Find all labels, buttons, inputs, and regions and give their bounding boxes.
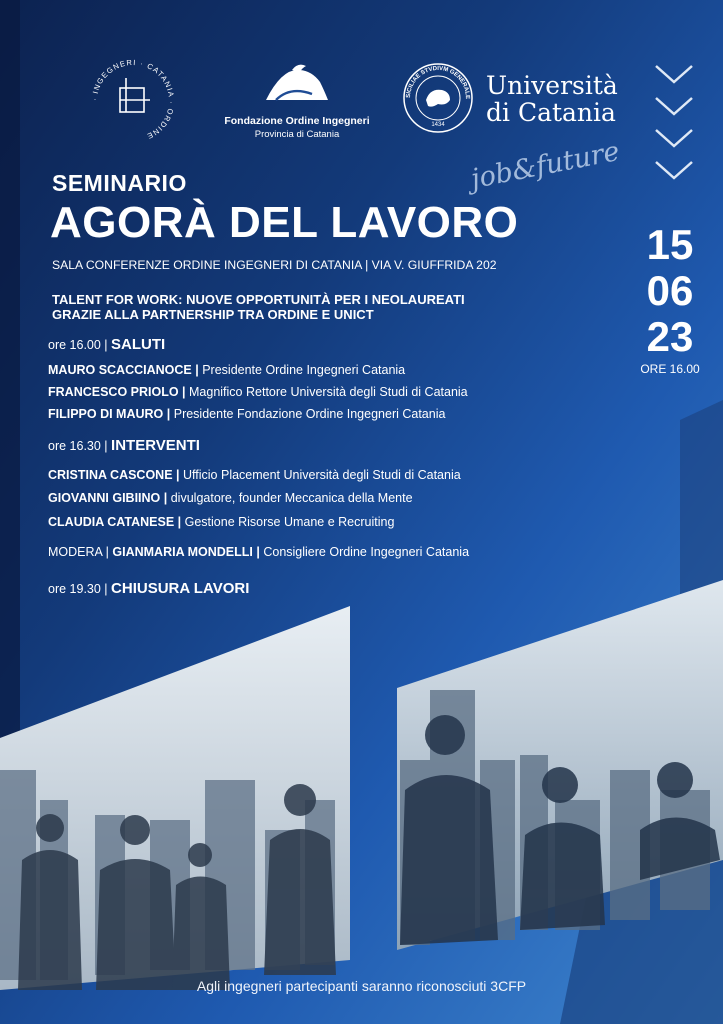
date-day: 15	[646, 221, 694, 268]
fondazione-subtitle: Provincia di Catania	[254, 129, 340, 140]
speaker-role: Magnifico Rettore Università degli Studi di Catania	[189, 385, 468, 399]
event-date	[630, 222, 710, 376]
fondazione-logo-icon	[262, 62, 332, 106]
saluti-label: SALUTI	[111, 336, 166, 353]
speaker-name: MAURO SCACCIANOCE |	[48, 363, 199, 377]
city-photo-right	[397, 580, 723, 950]
speaker-role: Ufficio Placement Università degli Studi di Catania	[183, 468, 461, 482]
date-month: 06	[646, 267, 694, 314]
chevron-down-icon	[652, 60, 696, 190]
seal-year: 1434	[431, 122, 445, 128]
footer-note: Agli ingegneri partecipanti saranno riconosciuti 3CFP	[196, 978, 527, 994]
speaker-name: FILIPPO DI MAURO |	[48, 407, 171, 421]
modera-prefix: MODERA |	[48, 545, 109, 559]
page-title: AGORÀ DEL LAVORO	[50, 198, 519, 247]
speaker-row	[48, 515, 394, 529]
fondazione-name: Fondazione Ordine Ingegneri	[224, 115, 370, 127]
section-chiusura	[48, 580, 249, 597]
chiusura-time: ore 19.30 |	[48, 582, 108, 596]
speaker-role: divulgatore, founder Meccanica della Mente	[170, 491, 413, 505]
svg-text:SICILIAE STVDIVM GENERALE: SICILIAE STVDIVM GENERALE	[405, 65, 471, 100]
headline-line2: GRAZIE ALLA PARTNERSHIP TRA ORDINE E UNICT	[52, 307, 374, 322]
speaker-row	[48, 407, 445, 421]
interventi-label: INTERVENTI	[111, 437, 200, 454]
saluti-time: ore 16.00 |	[48, 338, 108, 352]
city-photo-left	[0, 606, 350, 990]
section-saluti	[48, 336, 165, 353]
unict-line1: Università	[486, 71, 618, 100]
speaker-role: Presidente Fondazione Ordine Ingegneri Catania	[173, 407, 446, 421]
headline	[52, 292, 465, 322]
speaker-row	[48, 468, 461, 482]
section-interventi	[48, 437, 200, 454]
interventi-time: ore 16.30 |	[48, 439, 108, 453]
moderator-role: Consigliere Ordine Ingegneri Catania	[263, 545, 470, 559]
speaker-name: GIOVANNI GIBIINO |	[48, 491, 168, 505]
speaker-row	[48, 385, 468, 399]
moderator-row	[48, 545, 469, 559]
speaker-row	[48, 363, 405, 377]
fondazione-logo	[222, 62, 372, 140]
speaker-name: CLAUDIA CATANESE |	[48, 515, 182, 529]
speaker-role: Presidente Ordine Ingegneri Catania	[202, 363, 406, 377]
script-tagline: job&future	[468, 135, 623, 196]
unict-wordmark	[486, 72, 618, 126]
unict-line2: di Catania	[486, 98, 616, 127]
unict-seal-icon	[402, 62, 474, 134]
moderator-name: GIANMARIA MONDELLI |	[112, 545, 260, 559]
speaker-row	[48, 491, 413, 505]
date-year: 23	[646, 313, 694, 360]
speaker-name: FRANCESCO PRIOLO |	[48, 385, 186, 399]
seminar-kicker: SEMINARIO	[52, 170, 187, 196]
date-time: ORE 16.00	[640, 362, 700, 376]
headline-line1: TALENT FOR WORK: NUOVE OPPORTUNITÀ PER I NEOLAUREATI	[52, 292, 465, 307]
speaker-role: Gestione Risorse Umane e Recruiting	[184, 515, 395, 529]
chiusura-label: CHIUSURA LAVORI	[111, 580, 250, 597]
venue-line: SALA CONFERENZE ORDINE INGEGNERI DI CATANIA | VIA V. GIUFFRIDA 202	[52, 258, 497, 272]
svg-text:· INGEGNERI · CATANIA · ORDINE: · INGEGNERI · CATANIA · ORDINE	[89, 57, 177, 142]
speaker-name: CRISTINA CASCONE |	[48, 468, 180, 482]
ordine-logo-icon	[88, 56, 178, 146]
